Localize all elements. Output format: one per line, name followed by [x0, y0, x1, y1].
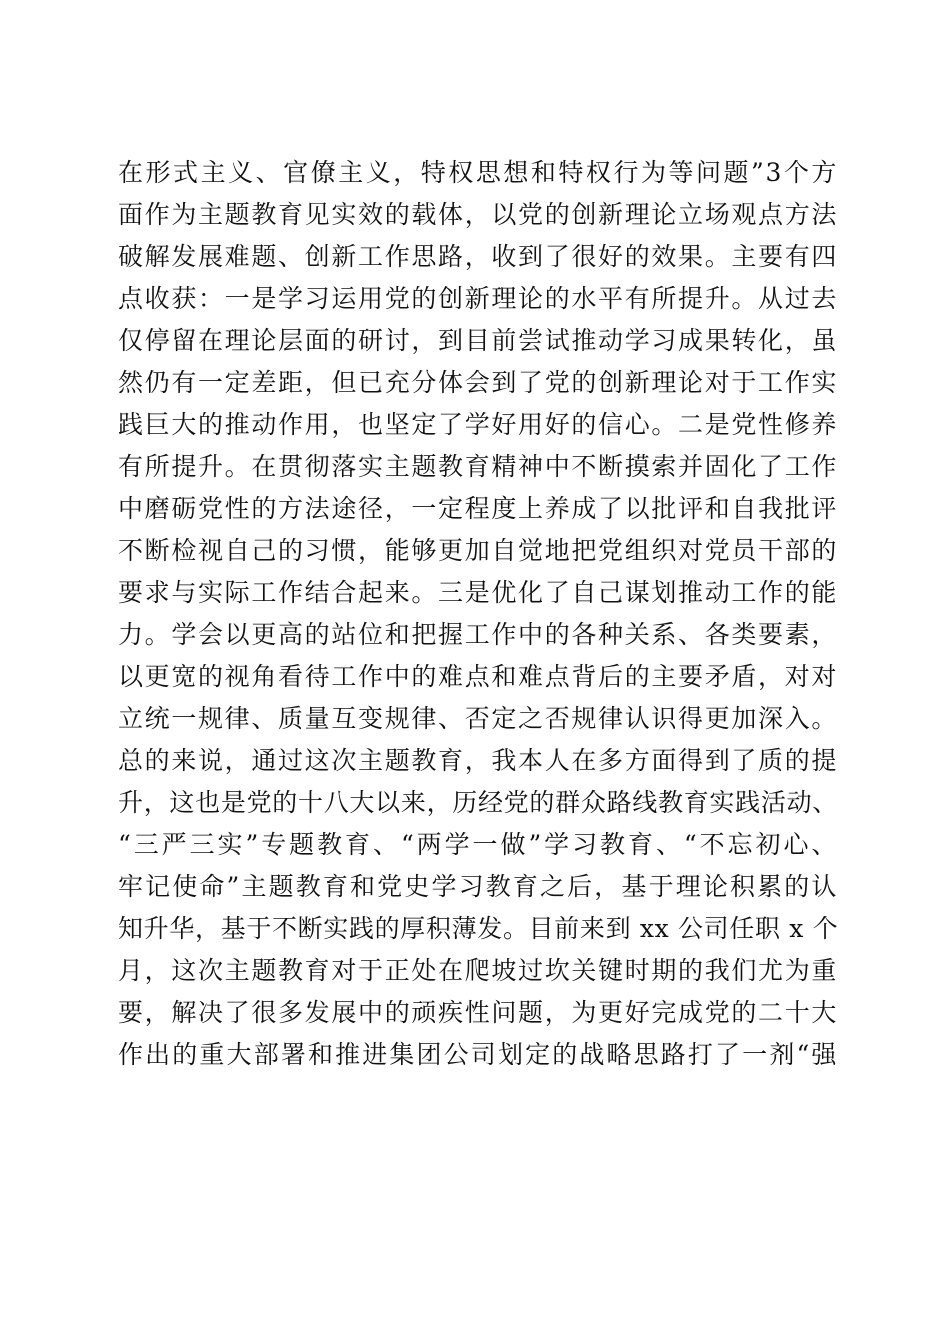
text-line: 有所提升。在贯彻落实主题教育精神中不断摸索并固化了工作 — [118, 452, 838, 481]
text-line: 践巨大的推动作用，也坚定了学好用好的信心。二是党性修养 — [118, 410, 838, 439]
text-line: “三严三实”专题教育、“两学一做”学习教育、“不忘初心、 — [118, 830, 838, 859]
text-line: 在形式主义、官僚主义，特权思想和特权行为等问题”3个方 — [118, 158, 838, 187]
body-paragraph — [118, 152, 838, 1076]
text-line: 以更宽的视角看待工作中的难点和难点背后的主要矛盾，对对 — [118, 662, 838, 691]
text-line: 升，这也是党的十八大以来，历经党的群众路线教育实践活动、 — [118, 788, 838, 817]
text-line: 不断检视自己的习惯，能够更加自觉地把党组织对党员干部的 — [118, 536, 838, 565]
text-line: 立统一规律、质量互变规律、否定之否规律认识得更加深入。 — [118, 704, 838, 733]
text-line: 总的来说，通过这次主题教育，我本人在多方面得到了质的提 — [118, 746, 838, 775]
text-line: 要，解决了很多发展中的顽疾性问题，为更好完成党的二十大 — [118, 998, 838, 1027]
text-line: 然仍有一定差距，但已充分体会到了党的创新理论对于工作实 — [118, 368, 838, 397]
text-line: 面作为主题教育见实效的载体，以党的创新理论立场观点方法 — [118, 200, 838, 229]
text-line: 牢记使命”主题教育和党史学习教育之后，基于理论积累的认 — [118, 872, 838, 901]
text-line: 作出的重大部署和推进集团公司划定的战略思路打了一剂“强 — [118, 1040, 838, 1069]
text-line: 仅停留在理论层面的研讨，到目前尝试推动学习成果转化，虽 — [118, 326, 838, 355]
text-line: 破解发展难题、创新工作思路，收到了很好的效果。主要有四 — [118, 242, 838, 271]
text-line: 月，这次主题教育对于正处在爬坡过坎关键时期的我们尤为重 — [118, 956, 838, 985]
text-line: 点收获：一是学习运用党的创新理论的水平有所提升。从过去 — [118, 284, 838, 313]
text-line: 知升华，基于不断实践的厚积薄发。目前来到 xx 公司任职 x 个 — [118, 914, 839, 943]
text-line: 力。学会以更高的站位和把握工作中的各种关系、各类要素， — [118, 620, 838, 649]
text-line: 要求与实际工作结合起来。三是优化了自己谋划推动工作的能 — [118, 578, 838, 607]
text-line: 中磨砺党性的方法途径，一定程度上养成了以批评和自我批评 — [118, 494, 838, 523]
